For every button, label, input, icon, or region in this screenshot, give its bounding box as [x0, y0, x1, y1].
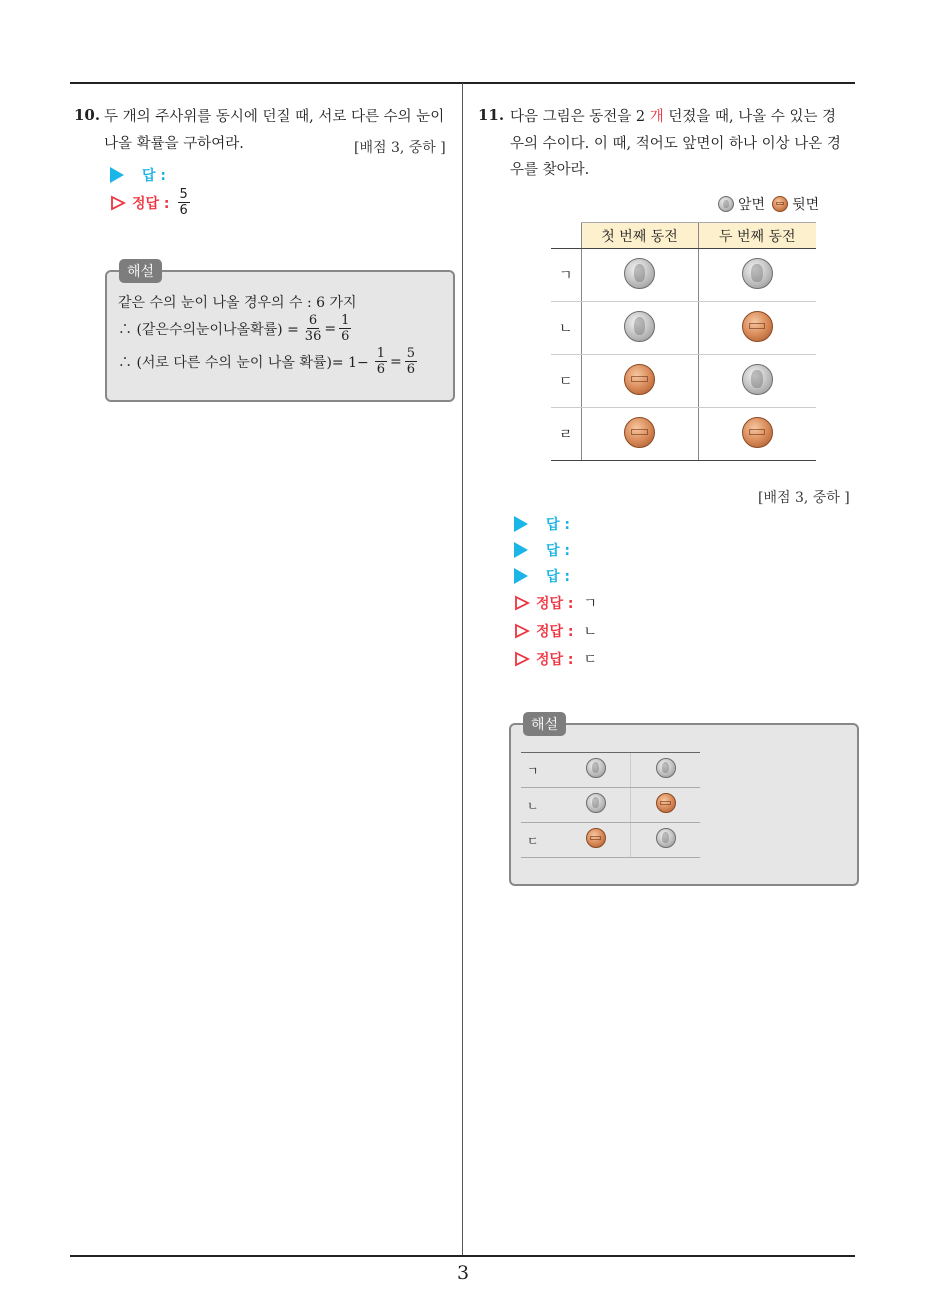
q11-explanation-tag: 해설 [523, 712, 566, 736]
heads-coin-icon [624, 311, 655, 342]
q10-points: [배점 3, 중하 ] [354, 140, 446, 156]
tails-coin-icon [742, 417, 773, 448]
answer-arrow-icon [514, 516, 528, 532]
first-coin-cell [561, 823, 631, 858]
first-coin-cell [581, 408, 698, 461]
explanation-outcome-table [521, 752, 700, 858]
q10-number: 10. [74, 106, 101, 124]
first-coin-cell [581, 355, 698, 408]
heads-coin-icon [742, 258, 773, 289]
outcome-row [521, 823, 700, 858]
q10-text-line2: 나올 확률을 구하여라. [104, 136, 244, 152]
q10-expl-line2: ∴ (같은수의눈이나올확률) = $\frac{6}{36}$ = $\frac{1}{6}$ [118, 313, 350, 344]
q10-explanation-tag: 해설 [119, 259, 162, 283]
outcome-row [551, 355, 816, 408]
second-coin-cell [698, 249, 816, 302]
outcome-row-label: ㄷ [551, 355, 581, 408]
q11-correct-row-3: 정답 : ㄷ [514, 649, 597, 669]
q11-points: [배점 3, 중하 ] [758, 490, 850, 506]
correct-arrow-icon [110, 195, 126, 211]
second-coin-cell [631, 753, 701, 788]
second-coin-cell [698, 408, 816, 461]
second-coin-cell [698, 302, 816, 355]
legend-heads-label: 앞면 [738, 197, 766, 213]
bottom-rule [70, 1255, 855, 1257]
q11-answer-row-3[interactable]: 답 : [514, 566, 570, 586]
second-coin-cell [631, 788, 701, 823]
tails-coin-icon [742, 311, 773, 342]
table-header-first: 첫 번째 동전 [581, 223, 698, 249]
correct-arrow-icon [514, 623, 530, 639]
outcome-row [551, 249, 816, 302]
tails-coin-icon [624, 364, 655, 395]
q11-answer-row-1[interactable]: 답 : [514, 514, 570, 534]
heads-coin-icon [656, 758, 676, 778]
q11-correct-value-3: ㄷ [583, 652, 598, 668]
first-coin-cell [561, 788, 631, 823]
outcome-row-label: ㄷ [521, 823, 561, 858]
q11-text-line3: 우를 찾아라. [510, 162, 590, 178]
q10-answer-label: 답 : [142, 168, 166, 184]
heads-coin-icon [624, 258, 655, 289]
answer-arrow-icon [514, 568, 528, 584]
heads-coin-icon [656, 828, 676, 848]
first-coin-cell [581, 249, 698, 302]
q10-expl-line1: 같은 수의 눈이 나올 경우의 수 : 6 가지 [118, 295, 357, 311]
q11-correct-row-2: 정답 : ㄴ [514, 621, 597, 641]
coin-outcome-table [551, 222, 816, 461]
q11-correct-row-1: 정답 : ㄱ [514, 593, 597, 613]
first-coin-cell [581, 302, 698, 355]
second-coin-cell [698, 355, 816, 408]
q11-answer-row-2[interactable]: 답 : [514, 540, 570, 560]
outcome-row [521, 788, 700, 823]
q11-correct-value-2: ㄴ [583, 624, 598, 640]
first-coin-cell [561, 753, 631, 788]
outcome-row [551, 302, 816, 355]
q10-correct-label: 정답 : [132, 195, 170, 212]
tails-coin-icon [586, 828, 606, 848]
heads-coin-icon [586, 758, 606, 778]
correct-arrow-icon [514, 595, 530, 611]
coin-legend [718, 194, 819, 214]
outcome-row-label: ㄴ [521, 788, 561, 823]
outcome-row-label: ㄱ [551, 249, 581, 302]
heads-coin-icon [718, 196, 734, 212]
q11-text-line2: 우의 수이다. 이 때, 적어도 앞면이 하나 이상 나온 경 [510, 136, 841, 152]
outcome-row [521, 753, 700, 788]
heads-coin-icon [742, 364, 773, 395]
heads-coin-icon [586, 793, 606, 813]
q11-number: 11. [478, 106, 505, 124]
legend-tails-label: 뒷면 [792, 197, 820, 213]
correct-arrow-icon [514, 651, 530, 667]
table-header-second: 두 번째 동전 [698, 223, 816, 249]
q11-text-line1: 다음 그림은 동전을 2 개 던졌을 때, 나올 수 있는 경 [510, 109, 837, 125]
outcome-row-label: ㄹ [551, 408, 581, 461]
second-coin-cell [631, 823, 701, 858]
q10-answer-row[interactable] [110, 165, 166, 185]
q11-correct-value-1: ㄱ [583, 596, 598, 612]
q10-text-line1: 두 개의 주사위를 동시에 던질 때, 서로 다른 수의 눈이 [104, 109, 445, 125]
q10-expl-line3: ∴ (서로 다른 수의 눈이 나올 확률)= 1− $\frac{1}{6}$ = $\frac{5}{6}$ [118, 346, 416, 377]
q10-correct-row [110, 187, 193, 218]
column-divider [462, 83, 463, 1255]
page-number: 3 [456, 1262, 470, 1284]
answer-arrow-icon [110, 167, 124, 183]
tails-coin-icon [624, 417, 655, 448]
outcome-row-label: ㄱ [521, 753, 561, 788]
answer-arrow-icon [514, 542, 528, 558]
outcome-row-label: ㄴ [551, 302, 581, 355]
outcome-row [551, 408, 816, 461]
tails-coin-icon [656, 793, 676, 813]
q10-correct-fraction: $\frac{5}{6}$ [179, 187, 188, 218]
tails-coin-icon [772, 196, 788, 212]
